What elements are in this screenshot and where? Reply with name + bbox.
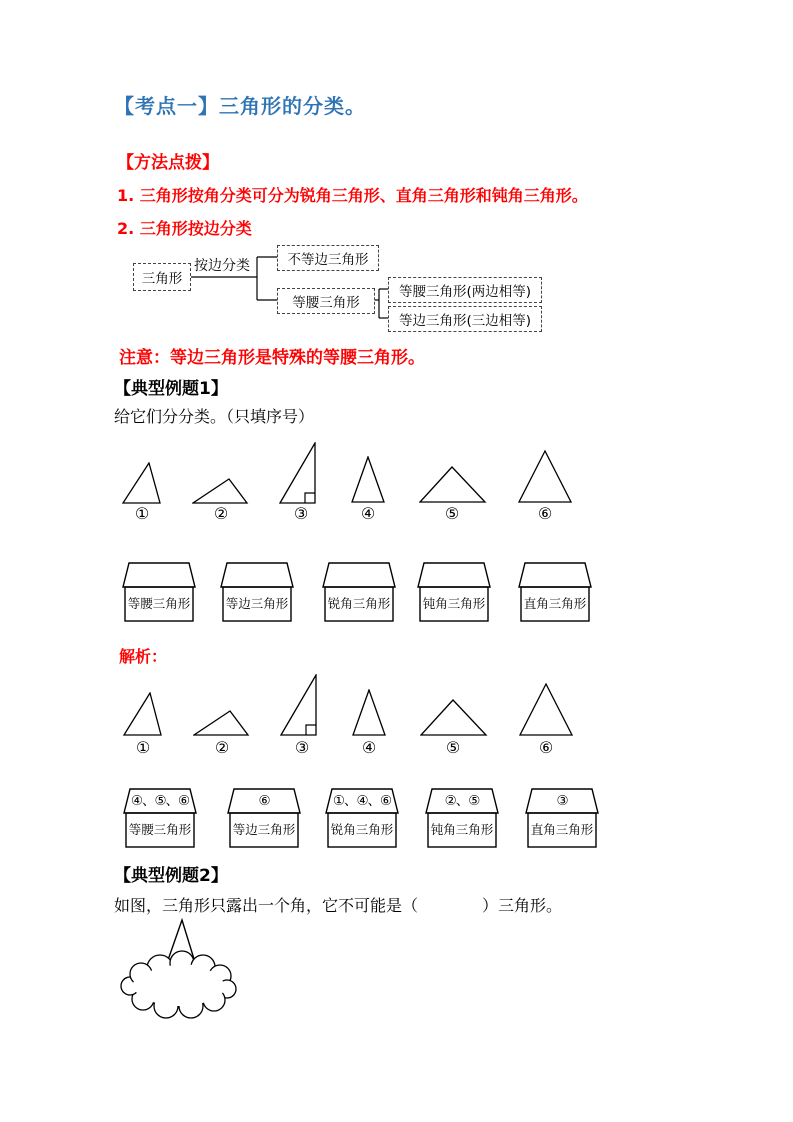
triangle-5-icon (420, 699, 488, 737)
triangle-6-icon (519, 683, 574, 737)
bin-answer: ①、④、⑥ (332, 793, 392, 809)
diagram-leaf-equilateral: 等边三角形(三边相等) (388, 306, 542, 332)
bin-right-answer (525, 788, 599, 848)
triangle-4-icon (352, 689, 387, 737)
triangle-6-label: ⑥ (537, 504, 553, 523)
triangle-4-label: ④ (361, 738, 377, 757)
triangle-5-icon (419, 466, 487, 504)
triangle-2-label: ② (214, 738, 230, 757)
bin-acute (322, 562, 396, 622)
triangle-3-icon (280, 674, 318, 737)
page-title: 【考点一】三角形的分类。 (114, 94, 366, 118)
method-item-1: 1. 三角形按角分类可分为锐角三角形、直角三角形和钝角三角形。 (117, 186, 588, 205)
triangle-3-icon (279, 442, 317, 505)
bin-label: 等边三角形 (225, 596, 289, 611)
bin-label: 锐角三角形 (330, 822, 394, 837)
bin-right (518, 562, 592, 622)
cloud-icon (121, 951, 236, 1018)
cloud-hidden-triangle-figure (110, 912, 250, 1027)
example2-prompt: 如图，三角形只露出一个角，它不可能是（ ）三角形。 (114, 896, 563, 915)
bin-answer: ⑥ (258, 793, 270, 809)
example1-title: 【典型例题1】 (114, 379, 228, 399)
bin-obtuse (417, 562, 491, 622)
triangle-4-label: ④ (360, 504, 376, 523)
triangle-6-icon (518, 450, 573, 504)
bin-label: 直角三角形 (523, 596, 587, 611)
triangle-4-icon (351, 456, 386, 504)
note-text: 注意：等边三角形是特殊的等腰三角形。 (119, 348, 425, 368)
method-item-2: 2. 三角形按边分类 (117, 219, 252, 238)
triangle-2-icon (192, 478, 249, 505)
triangle-3-label: ③ (294, 738, 310, 757)
triangle-3-label: ③ (293, 504, 309, 523)
bin-label: 钝角三角形 (430, 822, 494, 837)
bin-label: 等边三角形 (232, 822, 296, 837)
bin-label: 直角三角形 (530, 822, 594, 837)
bin-acute-answer (325, 788, 399, 848)
bin-answer: ③ (556, 793, 568, 809)
example2-title: 【典型例题2】 (114, 866, 228, 886)
diagram-branch-isosceles: 等腰三角形 (277, 288, 375, 314)
bin-label: 等腰三角形 (127, 596, 191, 611)
diagram-branch-scalene: 不等边三角形 (277, 245, 379, 271)
method-section-title: 【方法点拨】 (117, 153, 219, 173)
bin-label: 钝角三角形 (422, 596, 486, 611)
triangle-1-label: ① (134, 504, 150, 523)
bin-isosceles (122, 562, 196, 622)
triangle-5-label: ⑤ (445, 738, 461, 757)
diagram-root-node: 三角形 (133, 263, 191, 291)
diagram-leaf-isosceles: 等腰三角形(两边相等) (388, 277, 542, 303)
triangle-1-label: ① (135, 738, 151, 757)
triangle-1-icon (123, 692, 163, 737)
diagram-edge-label: 按边分类 (194, 258, 250, 274)
bin-label: 锐角三角形 (327, 596, 391, 611)
bin-label: 等腰三角形 (128, 822, 192, 837)
analysis-label: 解析： (119, 647, 168, 666)
bin-answer: ④、⑤、⑥ (130, 793, 190, 809)
example1-prompt: 给它们分分类。（只填序号） (114, 407, 315, 426)
bin-isosceles-answer (123, 788, 197, 848)
triangle-2-icon (193, 710, 250, 737)
bin-equilateral-answer (227, 788, 301, 848)
triangle-5-label: ⑤ (444, 504, 460, 523)
bin-equilateral (220, 562, 294, 622)
bin-answer: ②、⑤ (444, 793, 480, 809)
triangle-1-icon (122, 462, 162, 505)
triangle-2-label: ② (213, 504, 229, 523)
triangle-6-label: ⑥ (538, 738, 554, 757)
bin-obtuse-answer (425, 788, 499, 848)
